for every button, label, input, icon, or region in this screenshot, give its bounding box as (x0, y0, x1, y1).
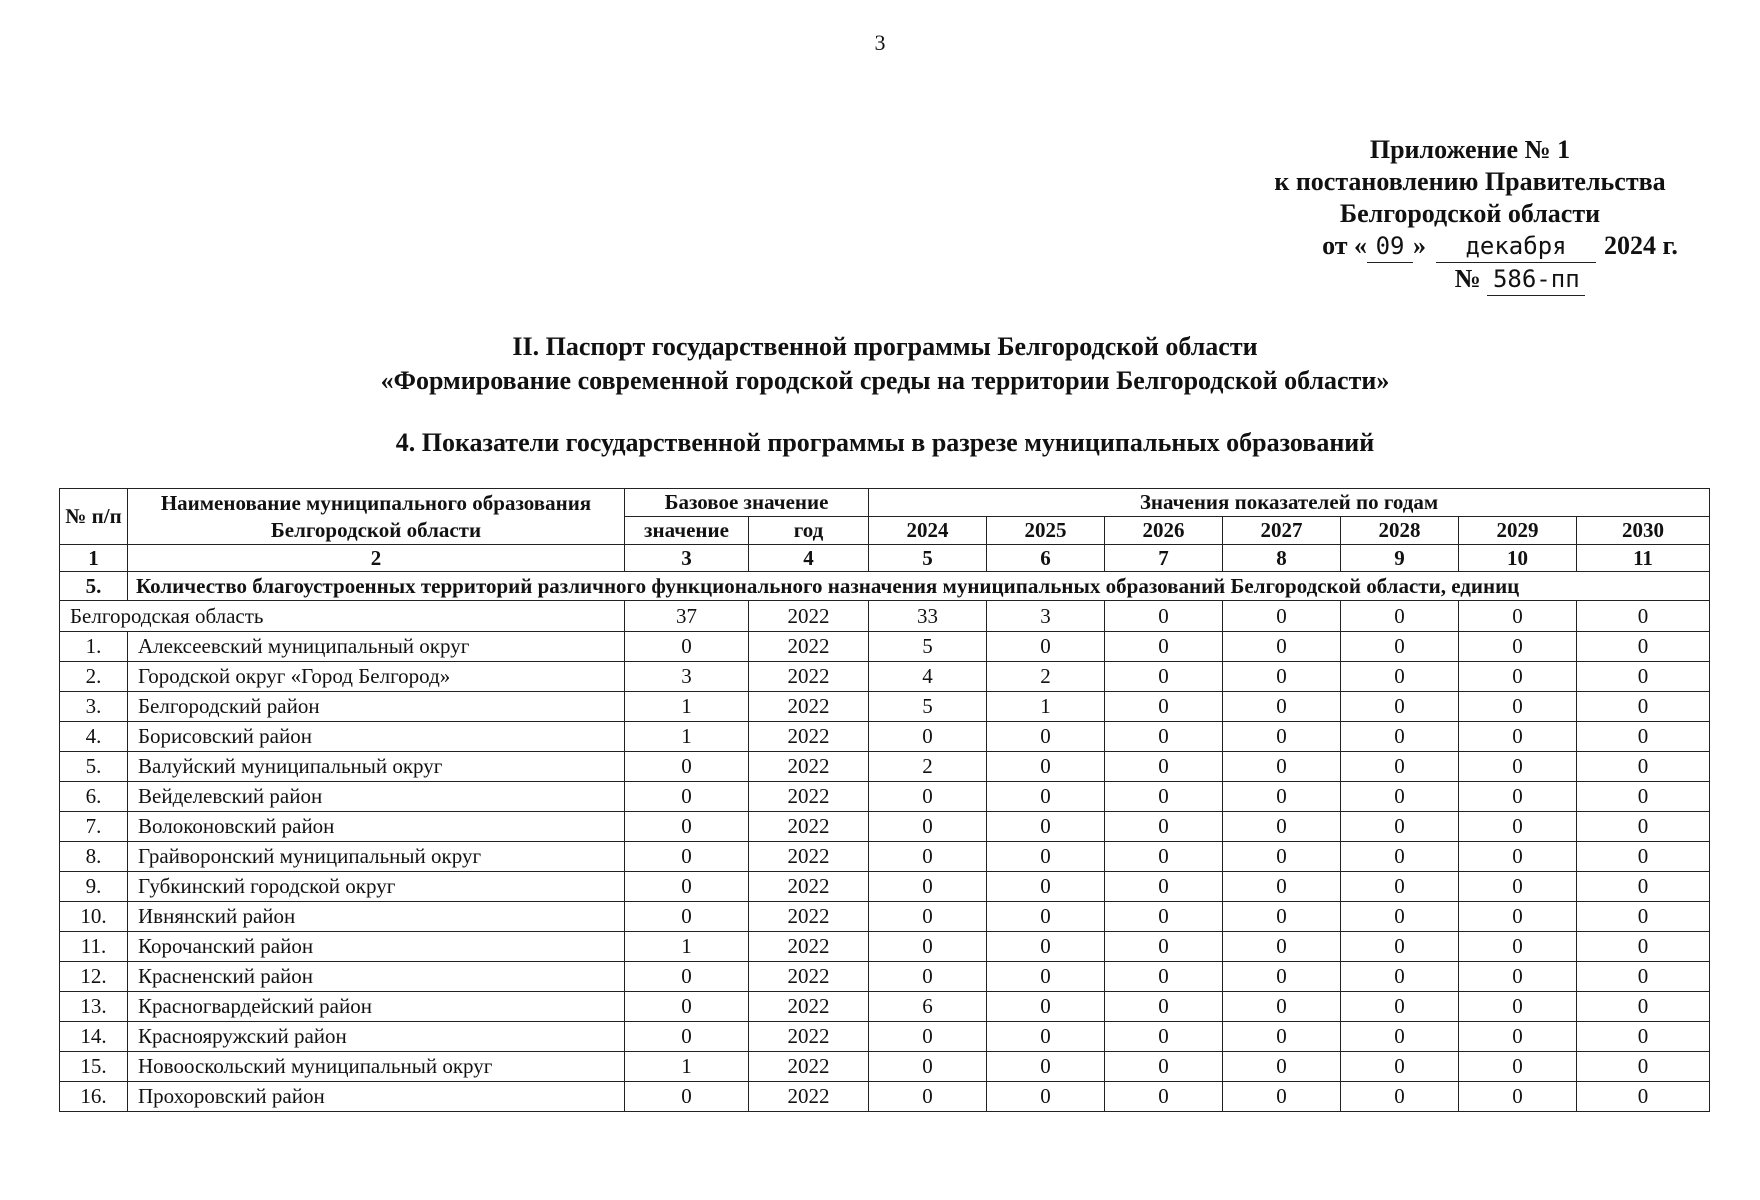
value-cell: 0 (869, 902, 987, 932)
value-cell: 0 (1341, 752, 1459, 782)
section-row (60, 572, 1710, 601)
value-cell: 0 (625, 812, 749, 842)
municipality-name: Алексеевский муниципальный округ (128, 632, 625, 662)
value-cell: 0 (987, 752, 1105, 782)
value-cell: 0 (1105, 662, 1223, 692)
value-cell: 0 (1341, 782, 1459, 812)
value-cell: 0 (1105, 1082, 1223, 1112)
value-cell: 0 (869, 932, 987, 962)
appendix-line-1: Приложение № 1 (1369, 135, 1571, 164)
row-number: 12. (60, 962, 128, 992)
value-cell: 2022 (749, 1022, 869, 1052)
value-cell: 0 (1459, 722, 1577, 752)
value-cell: 2022 (749, 752, 869, 782)
table-row (60, 812, 1710, 842)
value-cell: 0 (1459, 902, 1577, 932)
value-cell: 0 (1577, 1052, 1710, 1082)
value-cell: 0 (1341, 1082, 1459, 1112)
municipality-name: Волоконовский район (128, 812, 625, 842)
appendix-block (1240, 134, 1700, 296)
value-cell: 0 (987, 842, 1105, 872)
total-cell: 0 (1223, 601, 1341, 632)
value-cell: 0 (1341, 1022, 1459, 1052)
value-cell: 0 (1105, 752, 1223, 782)
total-cell: 37 (625, 601, 749, 632)
section-number: 5. (60, 572, 128, 601)
document-number: 586-пп (1487, 263, 1585, 296)
value-cell: 0 (1105, 902, 1223, 932)
value-cell: 0 (869, 722, 987, 752)
value-cell: 0 (1223, 872, 1341, 902)
header-year: 2025 (987, 517, 1105, 545)
section-subtitle: 4. Показатели государственной программы в разрезе муниципальных образований (395, 428, 1375, 457)
value-cell: 0 (1223, 722, 1341, 752)
table-row (60, 992, 1710, 1022)
value-cell: 0 (987, 962, 1105, 992)
value-cell: 2022 (749, 932, 869, 962)
table-row (60, 782, 1710, 812)
municipality-name: Валуйский муниципальный округ (128, 752, 625, 782)
value-cell: 0 (987, 1082, 1105, 1112)
value-cell: 0 (1577, 932, 1710, 962)
municipality-name: Белгородский район (128, 692, 625, 722)
value-cell: 0 (625, 752, 749, 782)
value-cell: 2022 (749, 842, 869, 872)
value-cell: 0 (1577, 812, 1710, 842)
value-cell: 4 (869, 662, 987, 692)
value-cell: 0 (1105, 932, 1223, 962)
row-number: 3. (60, 692, 128, 722)
table-row (60, 662, 1710, 692)
value-cell: 0 (1223, 1022, 1341, 1052)
value-cell: 0 (1577, 962, 1710, 992)
row-number: 5. (60, 752, 128, 782)
value-cell: 0 (625, 632, 749, 662)
value-cell: 0 (869, 1022, 987, 1052)
value-cell: 0 (1577, 692, 1710, 722)
header-values-by-year: Значения показателей по годам (869, 489, 1710, 517)
value-cell: 1 (625, 692, 749, 722)
value-cell: 2022 (749, 662, 869, 692)
value-cell: 0 (1223, 902, 1341, 932)
value-cell: 0 (987, 902, 1105, 932)
municipality-name: Новооскольский муниципальный округ (128, 1052, 625, 1082)
value-cell: 0 (1459, 962, 1577, 992)
column-number: 8 (1223, 545, 1341, 572)
value-cell: 0 (1577, 782, 1710, 812)
table-row (60, 752, 1710, 782)
value-cell: 0 (1105, 692, 1223, 722)
row-number: 1. (60, 632, 128, 662)
value-cell: 0 (625, 1022, 749, 1052)
row-number: 8. (60, 842, 128, 872)
value-cell: 2022 (749, 782, 869, 812)
column-number: 2 (128, 545, 625, 572)
title-line-2: «Формирование современной городской среды на территории Белгородской области» (380, 366, 1390, 395)
value-cell: 0 (1223, 932, 1341, 962)
header-base-year: год (749, 517, 869, 545)
value-cell: 2 (987, 662, 1105, 692)
value-cell: 0 (1341, 932, 1459, 962)
value-cell: 0 (987, 782, 1105, 812)
value-cell: 0 (1223, 1082, 1341, 1112)
value-cell: 0 (1459, 932, 1577, 962)
value-cell: 2022 (749, 1082, 869, 1112)
value-cell: 0 (1105, 842, 1223, 872)
header-year: 2029 (1459, 517, 1577, 545)
header-base: Базовое значение (625, 489, 869, 517)
value-cell: 0 (1459, 1052, 1577, 1082)
column-number: 10 (1459, 545, 1577, 572)
value-cell: 0 (1105, 872, 1223, 902)
total-cell: 0 (1577, 601, 1710, 632)
value-cell: 0 (869, 962, 987, 992)
value-cell: 0 (1341, 632, 1459, 662)
value-cell: 1 (625, 932, 749, 962)
page-number: 3 (874, 30, 886, 55)
value-cell: 0 (1223, 752, 1341, 782)
header-year: 2028 (1341, 517, 1459, 545)
region-total-row (60, 601, 1710, 632)
column-number: 1 (60, 545, 128, 572)
municipality-name: Городской округ «Город Белгород» (128, 662, 625, 692)
value-cell: 0 (625, 782, 749, 812)
value-cell: 0 (1459, 812, 1577, 842)
value-cell: 0 (1223, 782, 1341, 812)
header-base-value: значение (625, 517, 749, 545)
municipality-name: Губкинский городской округ (128, 872, 625, 902)
value-cell: 0 (625, 902, 749, 932)
table-row (60, 962, 1710, 992)
municipality-name: Краснояружский район (128, 1022, 625, 1052)
header-year: 2030 (1577, 517, 1710, 545)
date-mid: » (1413, 231, 1427, 260)
value-cell: 0 (1341, 662, 1459, 692)
value-cell: 0 (869, 1082, 987, 1112)
number-prefix: № (1454, 264, 1481, 293)
municipality-name: Красненский район (128, 962, 625, 992)
value-cell: 0 (1223, 842, 1341, 872)
value-cell: 0 (987, 1052, 1105, 1082)
value-cell: 0 (1577, 842, 1710, 872)
total-cell: 3 (987, 601, 1105, 632)
value-cell: 2022 (749, 632, 869, 662)
table-row (60, 1082, 1710, 1112)
title-line-1: II. Паспорт государственной программы Белгородской области (512, 332, 1258, 361)
value-cell: 0 (1341, 872, 1459, 902)
value-cell: 0 (1459, 1022, 1577, 1052)
row-number: 13. (60, 992, 128, 1022)
date-month: декабря (1436, 230, 1596, 263)
value-cell: 0 (869, 812, 987, 842)
value-cell: 0 (1459, 692, 1577, 722)
header-year: 2024 (869, 517, 987, 545)
section-title: Количество благоустроенных территорий различного функционального назначения муниципальных образований Белгородской области, единиц (128, 572, 1710, 601)
column-number: 5 (869, 545, 987, 572)
value-cell: 0 (1223, 992, 1341, 1022)
value-cell: 0 (1341, 812, 1459, 842)
header-year: 2027 (1223, 517, 1341, 545)
municipality-name: Прохоровский район (128, 1082, 625, 1112)
column-number: 3 (625, 545, 749, 572)
value-cell: 0 (1459, 632, 1577, 662)
value-cell: 0 (1577, 662, 1710, 692)
row-number: 7. (60, 812, 128, 842)
document-title (0, 330, 1760, 398)
row-number: 6. (60, 782, 128, 812)
value-cell: 0 (1223, 632, 1341, 662)
value-cell: 2022 (749, 962, 869, 992)
value-cell: 3 (625, 662, 749, 692)
value-cell: 0 (869, 872, 987, 902)
header-name: Наименование муниципального образования Белгородской области (128, 489, 625, 545)
date-prefix: от « (1322, 231, 1368, 260)
value-cell: 2022 (749, 1052, 869, 1082)
header-num: № п/п (60, 489, 128, 545)
value-cell: 2 (869, 752, 987, 782)
municipality-name: Вейделевский район (128, 782, 625, 812)
table-row (60, 902, 1710, 932)
municipality-name: Борисовский район (128, 722, 625, 752)
value-cell: 2022 (749, 992, 869, 1022)
value-cell: 0 (869, 782, 987, 812)
value-cell: 0 (1105, 962, 1223, 992)
appendix-line-3: Белгородской области (1339, 199, 1601, 228)
value-cell: 0 (1223, 1052, 1341, 1082)
value-cell: 0 (1105, 1022, 1223, 1052)
municipality-name: Грайворонский муниципальный округ (128, 842, 625, 872)
value-cell: 5 (869, 632, 987, 662)
value-cell: 0 (1223, 962, 1341, 992)
table-row (60, 1022, 1710, 1052)
total-cell: 0 (1105, 601, 1223, 632)
value-cell: 0 (1341, 902, 1459, 932)
value-cell: 0 (869, 1052, 987, 1082)
column-number: 11 (1577, 545, 1710, 572)
value-cell: 0 (1459, 1082, 1577, 1112)
value-cell: 0 (1341, 962, 1459, 992)
value-cell: 0 (1223, 662, 1341, 692)
value-cell: 1 (625, 1052, 749, 1082)
region-name: Белгородская область (60, 601, 625, 632)
date-year: 2024 г. (1604, 231, 1678, 260)
row-number: 16. (60, 1082, 128, 1112)
total-cell: 2022 (749, 601, 869, 632)
table-row (60, 872, 1710, 902)
value-cell: 0 (1223, 812, 1341, 842)
value-cell: 0 (987, 812, 1105, 842)
value-cell: 0 (1459, 752, 1577, 782)
value-cell: 0 (1577, 902, 1710, 932)
column-number: 4 (749, 545, 869, 572)
column-number: 6 (987, 545, 1105, 572)
appendix-number (1290, 263, 1750, 296)
row-number: 11. (60, 932, 128, 962)
value-cell: 0 (1577, 1022, 1710, 1052)
value-cell: 2022 (749, 902, 869, 932)
value-cell: 0 (1577, 632, 1710, 662)
row-number: 4. (60, 722, 128, 752)
column-number: 9 (1341, 545, 1459, 572)
value-cell: 0 (1341, 1052, 1459, 1082)
value-cell: 0 (1459, 662, 1577, 692)
indicators-table (59, 488, 1710, 1112)
appendix-line-2: к постановлению Правительства (1274, 167, 1666, 196)
total-cell: 33 (869, 601, 987, 632)
municipality-name: Красногвардейский район (128, 992, 625, 1022)
value-cell: 0 (1105, 782, 1223, 812)
value-cell: 0 (987, 872, 1105, 902)
value-cell: 6 (869, 992, 987, 1022)
column-numbers-row (60, 545, 1710, 572)
value-cell: 0 (1577, 722, 1710, 752)
row-number: 9. (60, 872, 128, 902)
value-cell: 0 (625, 872, 749, 902)
municipality-name: Ивнянский район (128, 902, 625, 932)
value-cell: 5 (869, 692, 987, 722)
value-cell: 0 (1223, 692, 1341, 722)
value-cell: 0 (625, 992, 749, 1022)
value-cell: 2022 (749, 812, 869, 842)
value-cell: 0 (987, 932, 1105, 962)
total-cell: 0 (1341, 601, 1459, 632)
municipality-name: Корочанский район (128, 932, 625, 962)
row-number: 15. (60, 1052, 128, 1082)
value-cell: 0 (625, 1082, 749, 1112)
value-cell: 1 (625, 722, 749, 752)
table-row (60, 932, 1710, 962)
value-cell: 2022 (749, 722, 869, 752)
date-day: 09 (1367, 230, 1413, 263)
value-cell: 0 (625, 962, 749, 992)
table-row (60, 842, 1710, 872)
table-row (60, 722, 1710, 752)
value-cell: 0 (625, 842, 749, 872)
value-cell: 0 (1341, 722, 1459, 752)
table-row (60, 692, 1710, 722)
header-row-1 (60, 489, 1710, 517)
row-number: 2. (60, 662, 128, 692)
value-cell: 0 (1459, 842, 1577, 872)
value-cell: 0 (1341, 992, 1459, 1022)
table-row (60, 1052, 1710, 1082)
value-cell: 2022 (749, 692, 869, 722)
table-row (60, 632, 1710, 662)
value-cell: 2022 (749, 872, 869, 902)
value-cell: 0 (1577, 872, 1710, 902)
value-cell: 0 (987, 992, 1105, 1022)
value-cell: 0 (1577, 992, 1710, 1022)
value-cell: 0 (1459, 872, 1577, 902)
value-cell: 0 (1459, 782, 1577, 812)
value-cell: 0 (1105, 812, 1223, 842)
value-cell: 0 (1105, 1052, 1223, 1082)
column-number: 7 (1105, 545, 1223, 572)
value-cell: 0 (1341, 692, 1459, 722)
value-cell: 0 (1577, 752, 1710, 782)
header-year: 2026 (1105, 517, 1223, 545)
value-cell: 0 (1105, 992, 1223, 1022)
value-cell: 1 (987, 692, 1105, 722)
value-cell: 0 (1105, 632, 1223, 662)
appendix-date (1270, 230, 1730, 263)
value-cell: 0 (1459, 992, 1577, 1022)
value-cell: 0 (1341, 842, 1459, 872)
value-cell: 0 (987, 632, 1105, 662)
row-number: 14. (60, 1022, 128, 1052)
total-cell: 0 (1459, 601, 1577, 632)
value-cell: 0 (1577, 1082, 1710, 1112)
row-number: 10. (60, 902, 128, 932)
value-cell: 0 (869, 842, 987, 872)
value-cell: 0 (1105, 722, 1223, 752)
value-cell: 0 (987, 1022, 1105, 1052)
value-cell: 0 (987, 722, 1105, 752)
